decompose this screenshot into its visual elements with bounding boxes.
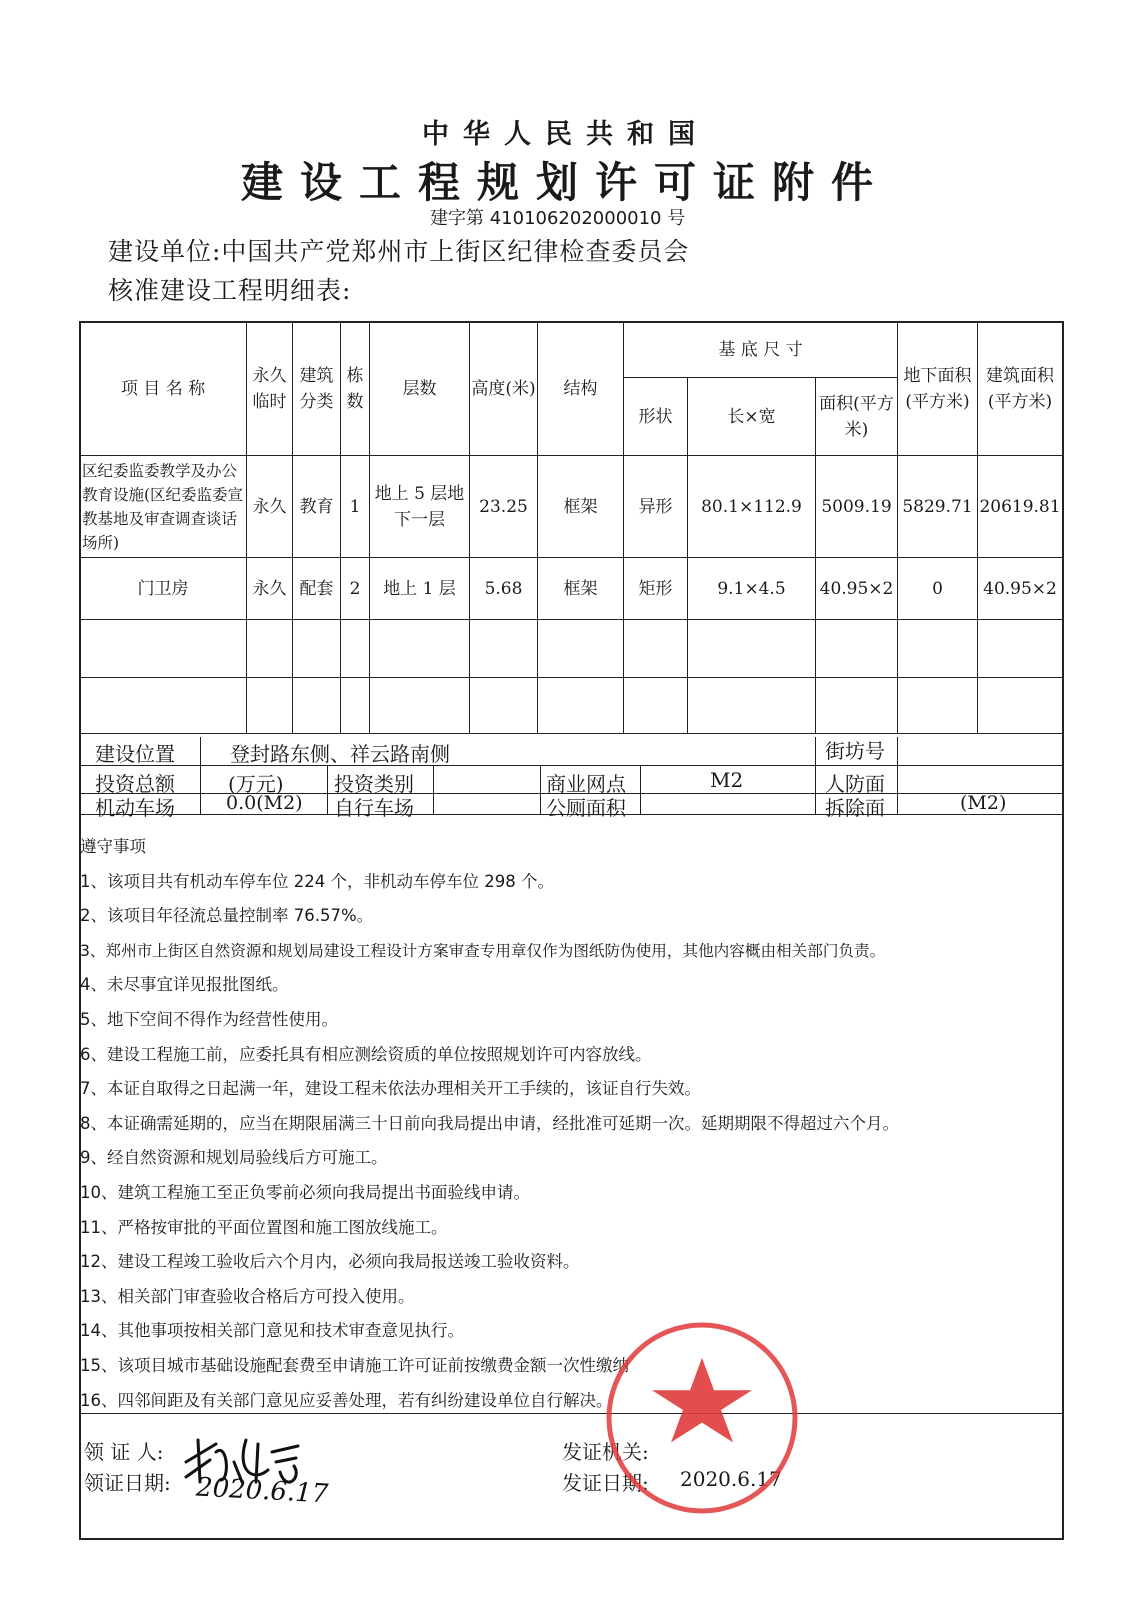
document-title: 建设工程规划许可证附件	[240, 158, 890, 207]
row-permanent: 永久	[247, 456, 293, 558]
official-seal-stamp	[602, 1318, 802, 1518]
issue-date-label: 发证日期:	[562, 1471, 649, 1495]
list-item: 8、本证确需延期的，应当在期限届满三十日前向我局提出申请，经批准可延期一次。延期期限不得超过六个月。	[80, 1113, 899, 1133]
location-label: 建设位置	[95, 742, 175, 766]
table-row-empty	[80, 678, 1063, 734]
list-item: 9、经自然资源和规划局验线后方可施工。	[80, 1148, 388, 1168]
row-count: 1	[341, 456, 370, 558]
header-permanent-temp: 永久临时	[247, 322, 293, 456]
notes-title: 遵守事项	[80, 837, 146, 856]
list-item: 10、建筑工程施工至正负零前必须向我局提出书面验线申请。	[80, 1182, 530, 1202]
permit-number: 建字第 410106202000010 号	[430, 208, 686, 229]
header-building-category: 建筑分类	[293, 322, 341, 456]
location-value: 登封路东侧、祥云路南侧	[230, 742, 450, 766]
row-underground-area: 5829.71	[898, 456, 978, 558]
row-underground-area: 0	[898, 558, 978, 620]
table-row	[80, 558, 1063, 620]
public-toilet-label: 公厕面积	[546, 796, 626, 820]
issue-date-value: 2020.6.17	[680, 1467, 782, 1491]
header-building-count: 栋数	[341, 322, 370, 456]
construction-unit-line: 建设单位:中国共产党郑州市上街区纪律检查委员会	[108, 237, 690, 266]
header-project-name: 项 目 名 称	[80, 322, 247, 456]
document-country: 中华人民共和国	[422, 119, 709, 150]
list-item: 13、相关部门审查验收合格后方可投入使用。	[80, 1286, 415, 1306]
header-length-width: 长×宽	[688, 378, 816, 456]
header-floors: 层数	[370, 322, 470, 456]
commercial-outlet-value: M2	[710, 768, 744, 792]
list-item: 1、该项目共有机动车停车位 224 个，非机动车停车位 298 个。	[80, 871, 554, 891]
row-permanent: 永久	[247, 558, 293, 620]
receiver-label: 领 证 人:	[84, 1440, 164, 1464]
list-item: 3、郑州市上街区自然资源和规划局建设工程设计方案审查专用章仅作为图纸防伪使用，其他内容概由相关部门负责。	[80, 941, 886, 960]
row-structure: 框架	[538, 558, 624, 620]
block-number-label: 街坊号	[825, 739, 885, 763]
row-project-name: 门卫房	[80, 558, 247, 620]
row-building-area: 20619.81	[978, 456, 1063, 558]
investment-type-label: 投资类别	[334, 772, 414, 796]
bicycle-parking-label: 自行车场	[334, 796, 414, 820]
row-shape: 异形	[624, 456, 688, 558]
commercial-outlet-label: 商业网点	[546, 772, 626, 796]
list-item: 2、该项目年径流总量控制率 76.57%。	[80, 906, 374, 926]
header-underground-area: 地下面积(平方米)	[898, 322, 978, 456]
list-item: 4、未尽事宜详见报批图纸。	[80, 975, 289, 995]
project-detail-table	[79, 321, 1063, 734]
header-height: 高度(米)	[470, 322, 538, 456]
row-length-width: 80.1×112.9	[688, 456, 816, 558]
row-category: 教育	[293, 456, 341, 558]
parking-value: 0.0(M2)	[226, 792, 303, 814]
demolition-label: 拆除面	[825, 796, 885, 820]
row-base-area: 40.95×2	[816, 558, 898, 620]
list-item: 11、严格按审批的平面位置图和施工图放线施工。	[80, 1217, 448, 1237]
issuer-label: 发证机关:	[562, 1440, 649, 1464]
header-building-area: 建筑面积(平方米)	[978, 322, 1063, 456]
list-item: 15、该项目城市基础设施配套费至申请施工许可证前按缴费金额一次性缴纳	[80, 1355, 629, 1375]
header-base-size: 基 底 尺 寸	[624, 322, 898, 378]
detail-table-caption: 核准建设工程明细表:	[108, 276, 352, 305]
row-project-name: 区纪委监委教学及办公教育设施(区纪委监委宣教基地及审查调查谈话场所)	[80, 456, 247, 558]
list-item: 7、本证自取得之日起满一年，建设工程未依法办理相关开工手续的，该证自行失效。	[80, 1079, 701, 1099]
header-structure: 结构	[538, 322, 624, 456]
table-row-empty	[80, 620, 1063, 678]
investment-unit: (万元)	[228, 772, 284, 796]
row-structure: 框架	[538, 456, 624, 558]
compliance-notes	[80, 830, 1070, 1418]
investment-total-label: 投资总额	[95, 772, 175, 796]
civil-defense-label: 人防面	[825, 772, 885, 796]
row-length-width: 9.1×4.5	[688, 558, 816, 620]
row-count: 2	[341, 558, 370, 620]
list-item: 12、建设工程竣工验收后六个月内，必须向我局报送竣工验收资料。	[80, 1252, 580, 1272]
receive-date-handwritten: 2020.6.17	[195, 1472, 330, 1510]
header-shape: 形状	[624, 378, 688, 456]
receiver-signature	[176, 1422, 316, 1512]
row-building-area: 40.95×2	[978, 558, 1063, 620]
list-item: 5、地下空间不得作为经营性使用。	[80, 1009, 338, 1029]
row-base-area: 5009.19	[816, 456, 898, 558]
demolition-value: (M2)	[960, 792, 1007, 814]
list-item: 16、四邻间距及有关部门意见应妥善处理，若有纠纷建设单位自行解决。	[80, 1390, 613, 1410]
row-height: 5.68	[470, 558, 538, 620]
row-shape: 矩形	[624, 558, 688, 620]
footer-divider	[79, 1413, 1064, 1414]
list-item: 6、建设工程施工前，应委托具有相应测绘资质的单位按照规划许可内容放线。	[80, 1044, 652, 1064]
table-row	[80, 456, 1063, 558]
parking-label: 机动车场	[95, 796, 175, 820]
row-floors: 地上 1 层	[370, 558, 470, 620]
header-base-area: 面积(平方米)	[816, 378, 898, 456]
row-height: 23.25	[470, 456, 538, 558]
row-floors: 地上 5 层地下一层	[370, 456, 470, 558]
row-category: 配套	[293, 558, 341, 620]
receive-date-label: 领证日期:	[84, 1471, 171, 1495]
list-item: 14、其他事项按相关部门意见和技术审查意见执行。	[80, 1321, 464, 1341]
